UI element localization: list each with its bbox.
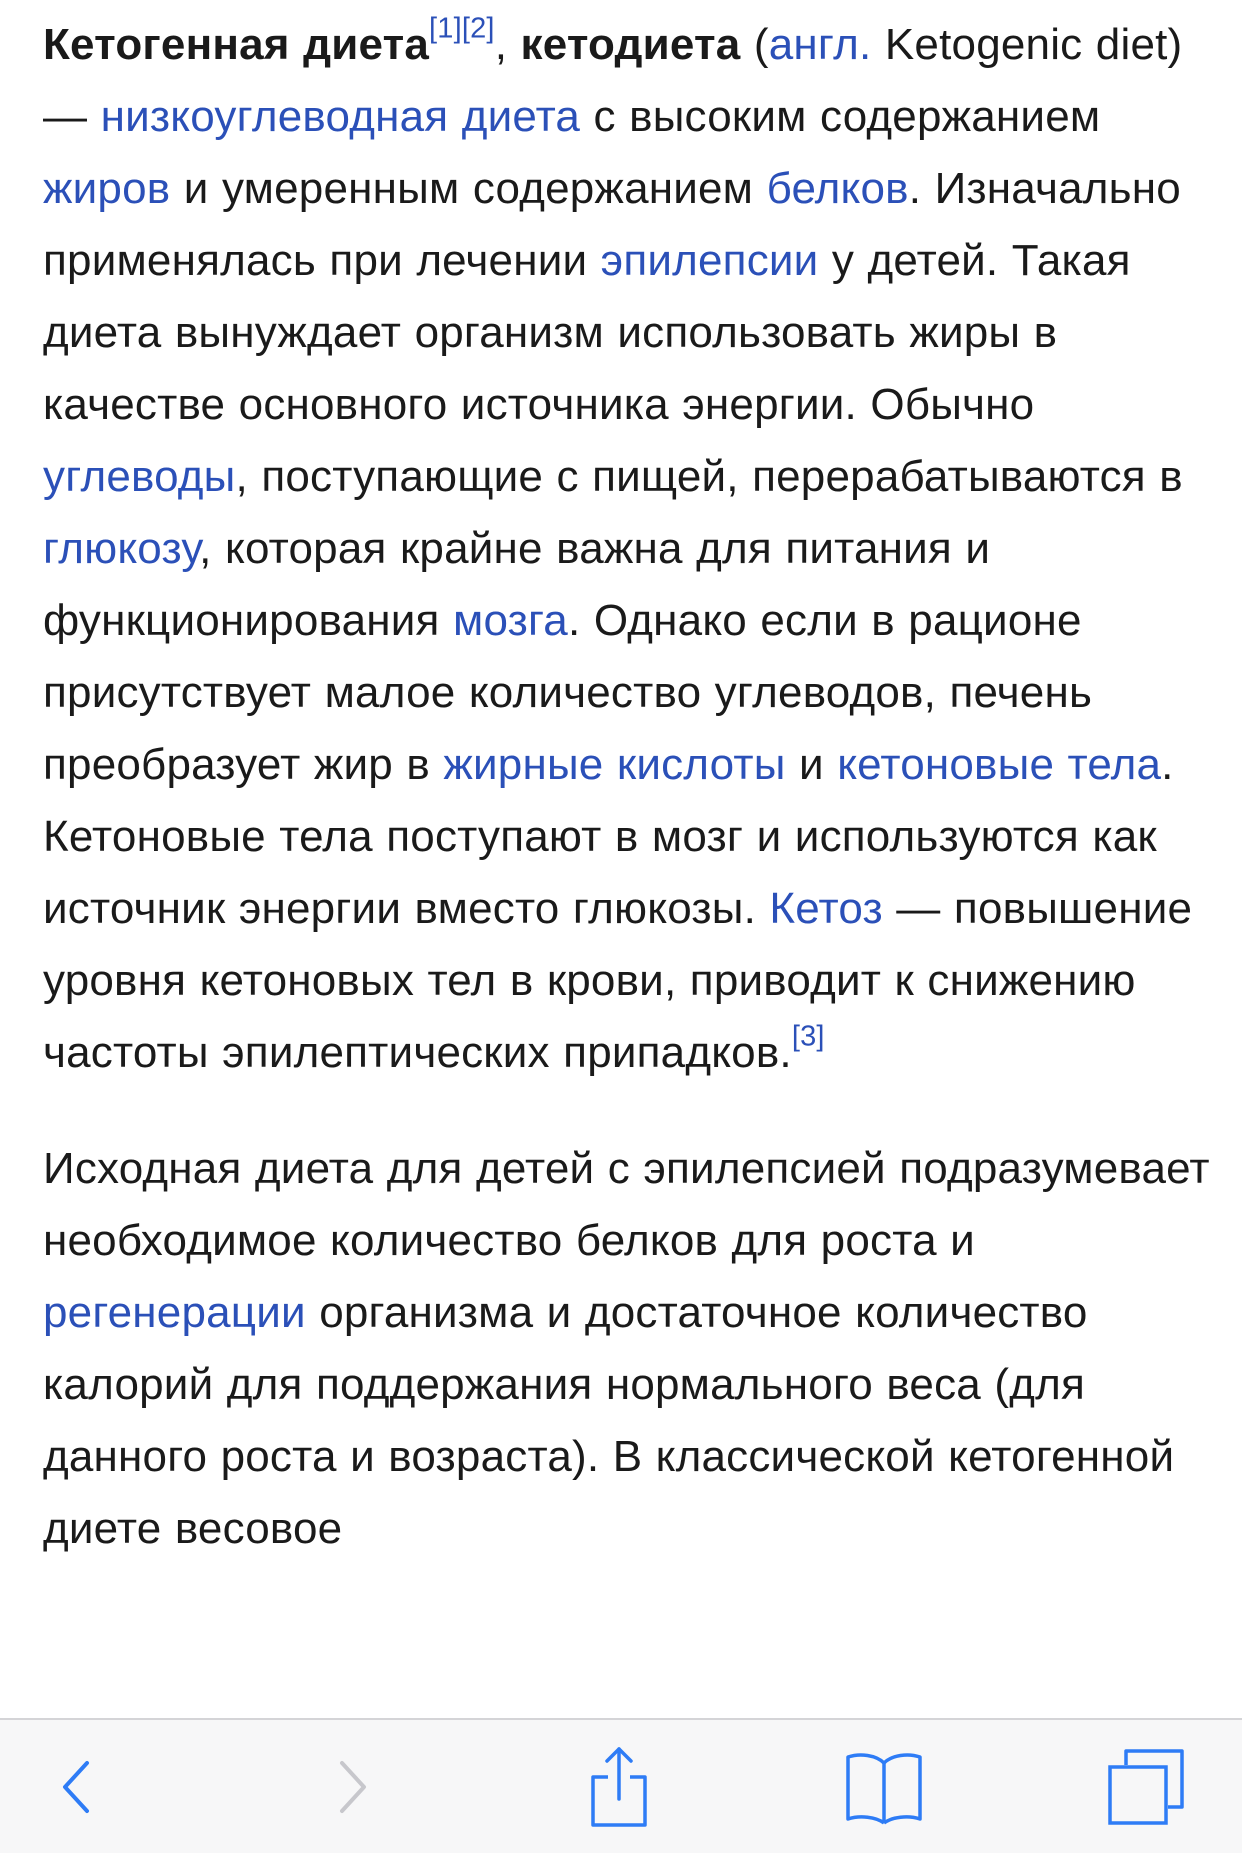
back-button[interactable]	[7, 1720, 147, 1853]
ref-1[interactable]: [1]	[429, 12, 462, 45]
link-ketosis[interactable]: Кетоз	[769, 884, 883, 933]
ref-3[interactable]: [3]	[791, 1020, 825, 1053]
term-ketodiet: кетодиета	[520, 20, 741, 69]
bookmarks-button[interactable]	[814, 1720, 954, 1853]
forward-button[interactable]	[282, 1720, 422, 1853]
term-ketogenic-diet: Кетогенная диета	[43, 20, 429, 69]
link-angl[interactable]: англ.	[768, 20, 872, 69]
link-ketone-bodies[interactable]: кетоновые тела	[837, 740, 1162, 789]
chevron-left-icon	[57, 1757, 97, 1817]
ref-2[interactable]: [2]	[461, 12, 495, 45]
book-icon	[842, 1749, 926, 1825]
link-fats[interactable]: жиров	[43, 164, 171, 213]
article-paragraph-2: Исходная диета для детей с эпилепсией подразумевает необходимое количество белков для роста и регенерации организма и достаточное количество калорий для поддержания нормального веса (для данного роста и возраста). В классической кетогенной диете весовое	[43, 1144, 1210, 1553]
browser-toolbar	[0, 1718, 1242, 1853]
link-carbohydrates[interactable]: углеводы	[43, 452, 236, 501]
share-button[interactable]	[549, 1720, 689, 1853]
tabs-button[interactable]	[1076, 1720, 1216, 1853]
link-regeneration[interactable]: регенерации	[43, 1288, 306, 1337]
link-glucose[interactable]: глюкозу	[43, 524, 200, 573]
chevron-right-icon	[332, 1757, 372, 1817]
article-paragraph-1: Кетогенная диета[1][2], кетодиета (англ. Ketogenic diet) — низкоуглеводная диета с высоким содержанием жиров и умеренным содержанием белков. Изначально применялась при лечении эпилепсии у детей. Такая диета вынуждает организм использовать жиры в качестве основного источника энергии. Обычно углеводы, поступающие с пищей, перерабатываются в глюкозу, которая крайне важна для питания и функционирования мозга. Однако если в рационе присутствует малое количество углеводов, печень преобразует жир в жирные кислоты и кетоновые тела. Кетоновые тела поступают в мозг и используются как источник энергии вместо глюкозы. Кетоз — повышение уровня кетоновых тел в крови, приводит к снижению частоты эпилептических припадков.[3]	[43, 12, 1193, 1077]
link-low-carb-diet[interactable]: низкоуглеводная диета	[100, 92, 581, 141]
link-epilepsy[interactable]: эпилепсии	[600, 236, 819, 285]
share-icon	[587, 1745, 651, 1829]
link-fatty-acids[interactable]: жирные кислоты	[443, 740, 786, 789]
link-proteins[interactable]: белков	[766, 164, 909, 213]
tabs-icon	[1106, 1747, 1186, 1827]
article-content	[43, 0, 1213, 1718]
link-brain[interactable]: мозга	[453, 596, 568, 645]
